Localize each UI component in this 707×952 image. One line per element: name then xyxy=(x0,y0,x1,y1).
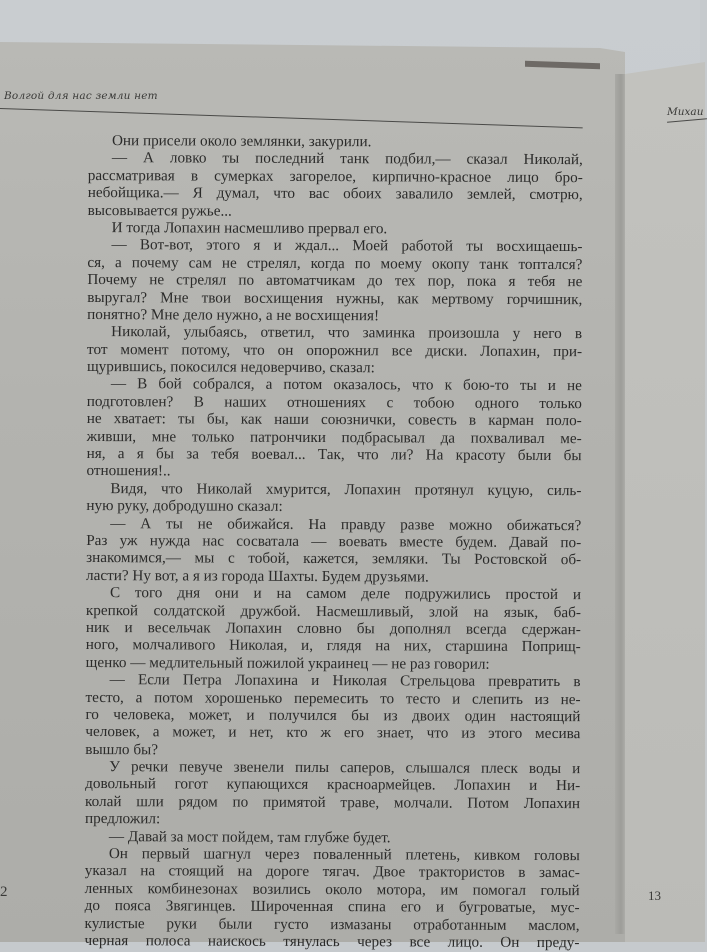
text-line: щенко — медлительный пожилой украинец — не раз говорил: xyxy=(85,653,490,673)
text-line: колай шли рядом по примятой траве, молчали. Потом Лопахин xyxy=(85,792,581,812)
text-line: щурившись, покосился недоверчиво, сказал: xyxy=(86,358,375,377)
text-line: — Если Петра Лопахина и Николая Стрельцова превратить в xyxy=(109,671,581,691)
text-line: не хватает: ты бы, как наши союзнички, совесть в карман поло- xyxy=(86,410,582,430)
text-line: У речки певуче звенели пилы саперов, слышался плеск воды и xyxy=(109,758,581,778)
text-line: Они присели около землянки, закурили. xyxy=(111,132,372,151)
text-line: ленных комбинезонах возились около мотора, им помогал голый xyxy=(84,879,580,899)
text-line: Видя, что Николай хмурится, Лопахин протянул куцую, силь- xyxy=(110,479,582,499)
text-line: черная полоса наискось тянулась через все лицо. Он преду- xyxy=(84,931,580,952)
text-line: человек, а может, и нет, кто ж его знает, что из этого месива xyxy=(85,723,581,743)
text-line: живши, мне только патрончики подбрасывал да похваливал ме- xyxy=(86,427,582,447)
text-line: Почему не стрелял по автоматчикам до тех пор, пока я тебя не xyxy=(87,271,583,291)
right-page-number: 13 xyxy=(648,888,661,903)
text-line: Раз уж нужда нас сосватала — воевать вместе будем. Давай по- xyxy=(86,531,582,552)
text-line: Он первый шагнул через поваленный плетень, кивком головы xyxy=(108,845,580,865)
text-line: — А ловко ты последний танк подбил,— сказал Николай, xyxy=(111,149,583,169)
text-line: го человека, может, и получился бы из двоих один настоящий xyxy=(85,705,581,726)
text-line: ласти? Ну вот, а я из города Шахты. Будем друзьями. xyxy=(86,566,429,586)
text-line: предложил: xyxy=(84,810,161,828)
left-page-number: 2 xyxy=(0,884,8,900)
text-line: тесто, а потом хорошенько перемесить то тесто и слепить из не- xyxy=(85,688,581,708)
text-line: И тогда Лопахин насмешливо прервал его. xyxy=(111,219,388,238)
right-running-head: Михаи xyxy=(667,106,704,118)
text-line: ник и весельчак Лопахин словно бы дополнял всегда сдержан- xyxy=(85,618,581,639)
text-line: подготовлен? В наших отношениях с тобою одного только xyxy=(86,392,582,413)
text-line: тот момент потому, что он опорожнил все диски. Лопахин, при- xyxy=(87,340,583,360)
text-line: довольный гогот купающихся красноармейцев. Лопахин и Ни- xyxy=(85,775,581,795)
text-line: — Давай за мост пойдем, там глубже будет. xyxy=(108,827,391,846)
text-line: кулистые руки были густо измазаны отработанным маслом, xyxy=(84,914,580,934)
text-line: крепкой солдатской дружбой. Насмешливый, злой на язык, баб- xyxy=(85,601,581,621)
text-line: — В бой собрался, а потом оказалось, что к бою-то ты и не xyxy=(110,375,582,395)
text-line: рассматривая в сумерках загорелое, кирпично-красное лицо бро- xyxy=(87,166,583,186)
body-text xyxy=(84,132,583,952)
text-line: выругал? Мне твои восхищения нужны, как мертвому горчишник, xyxy=(87,288,583,308)
text-line: ня, а я бы за тебя воевал... Так, что ли? На красоту были бы xyxy=(86,445,582,465)
text-line: высовывается ружье... xyxy=(87,201,232,220)
text-line: знакомимся,— мы с тобой, кажется, земляки. Ты Ростовской об- xyxy=(86,549,582,569)
text-line: Николай, улыбаясь, ответил, что заминка произошла у него в xyxy=(111,323,583,343)
text-line: — Вот-вот, этого я и ждал... Моей работой ты восхищаешь- xyxy=(111,236,583,256)
text-line: вышло бы? xyxy=(85,740,159,758)
text-line: ного, молчаливого Николая, и, глядя на них, старшина Поприщ- xyxy=(85,636,581,656)
text-line: — А ты не обижайся. На правду разве можно обижаться? xyxy=(110,514,582,534)
text-line: отношения!.. xyxy=(86,462,171,480)
text-line: указал на стоящий на дороге тягач. Двое трактористов в замас- xyxy=(84,862,580,882)
left-running-head: Волгой для нас земли нет xyxy=(4,90,158,102)
text-line: понятно? Мне дело нужно, а не восхищения! xyxy=(87,305,380,325)
text-line: небойщика.— Я думал, что вас обоих завалило землей, смотрю, xyxy=(87,184,583,204)
text-line: ную руку, добродушно сказал: xyxy=(86,497,283,516)
text-line: С того дня они и на самом деле подружились простой и xyxy=(109,584,582,604)
text-line: до пояса Звягинцев. Широченная спина его и бугроватые, мус- xyxy=(84,897,580,917)
right-page xyxy=(625,62,705,942)
text-line: ся, а почему сам не стрелял, когда по моему окопу танк топтался? xyxy=(87,253,583,273)
